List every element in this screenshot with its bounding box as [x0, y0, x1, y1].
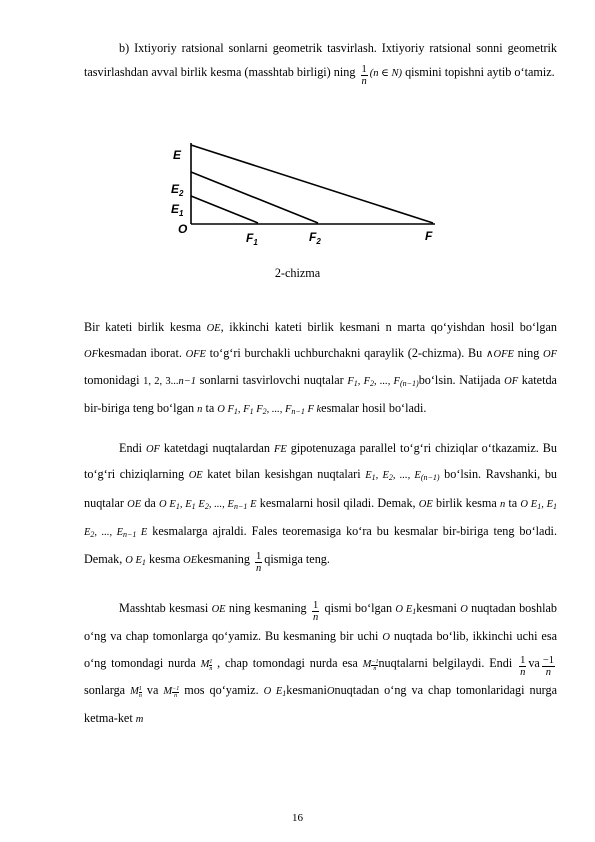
label-E2: $E_2$ — [171, 182, 184, 198]
figure-caption: 2-chizma — [274, 266, 321, 280]
text: qismini topishni aytib o‘tamiz. — [402, 65, 555, 80]
label-F2: $F_2$ — [309, 230, 321, 246]
condition-n-in-N: (n ∈ N) — [369, 68, 403, 80]
label-F: F — [425, 229, 433, 243]
label-E: E — [173, 148, 182, 162]
paragraph-triangle: Bir kateti birlik kesma OE, ikkinchi kateti birlik kesmani n marta qo‘yishdan hosil bo‘lgan OFkesmadan iborat. OFE to‘g‘ri burchakli uchburchakni qaraylik (2-chizma). Bu ∧OFE ning OF tomonidagi 1, 2, 3...n−1 sonlarni tasvirlovchi nuqtalar F1, F2, ..., F(n−1)bo‘lsin. Natijada OF katetda bir-biriga teng bo‘lgan n ta O F1, F1 F2, ..., Fn−1 F kesmalar hosil bo‘ladi. — [84, 320, 557, 416]
label-E1: $E_1$ — [171, 202, 184, 218]
text: b) Ixtiyoriy ratsional sonlarni geometrik tasvirlash. Ixtiyoriy ratsional sonni geometrik tasvirlashdan avval birlik kesma (masshtab birligi) ning — [84, 41, 557, 80]
triangle-figure — [0, 0, 595, 250]
parallel-E1F1 — [191, 196, 258, 223]
paragraph-scale: Masshtab kesmasi OE ning kesmaning $\frac{1}{n}$ qismi bo‘lgan O E1kesmani O nuqtadan boshlab o‘ng va chap tomonlarga qo‘yamiz. Bu kesmaning bir uchi O nuqtada bo‘lib, ikkinchi uchi esa o‘ng tomondagi nurda M $\frac{1}{n}$ , chap tomondagi nurda esa M $\frac{-1}{n}nuqtalarni$ belgilaydi. Endi $\frac{1}{n}$ va $\frac{-1}{n}$ sonlarga M $\frac{1}{n}$ va M $\frac{-1}{n}$ mos qo‘yamiz. O E1kesmaniOnuqtadan o‘ng va chap tomonlaridagi nurga ketma-ket m — [84, 600, 558, 725]
label-O: O — [178, 222, 188, 236]
label-F1: $F_1$ — [246, 231, 258, 247]
fraction-1-over-n: $\frac{1}{n}$ — [361, 64, 367, 88]
paragraph-fales: Endi OF katetdagi nuqtalardan FE gipotenuzaga parallel to‘g‘ri chiziqlar o‘tkazamiz. Bu to‘g‘ri chiziqlarning OE katet bilan kesishgan nuqtalari E1, E2, ..., E(n−1) bo‘lsin. Ravshanki, bu nuqtalar OE da O E1, E1 E2, ..., En−1 E kesmalarni hosil qiladi. Demak, OE birlik kesma n ta O E1, E1 E2, ..., En−1 E kesmalarga ajraldi. Fales teoremasiga ko‘ra bu kesmalar bir-biriga teng bo‘ladi. Demak, O E1 kesma OEkesmaning $\frac{1}{n}$ qismiga teng. — [84, 441, 558, 575]
page-number: 16 — [292, 812, 303, 824]
